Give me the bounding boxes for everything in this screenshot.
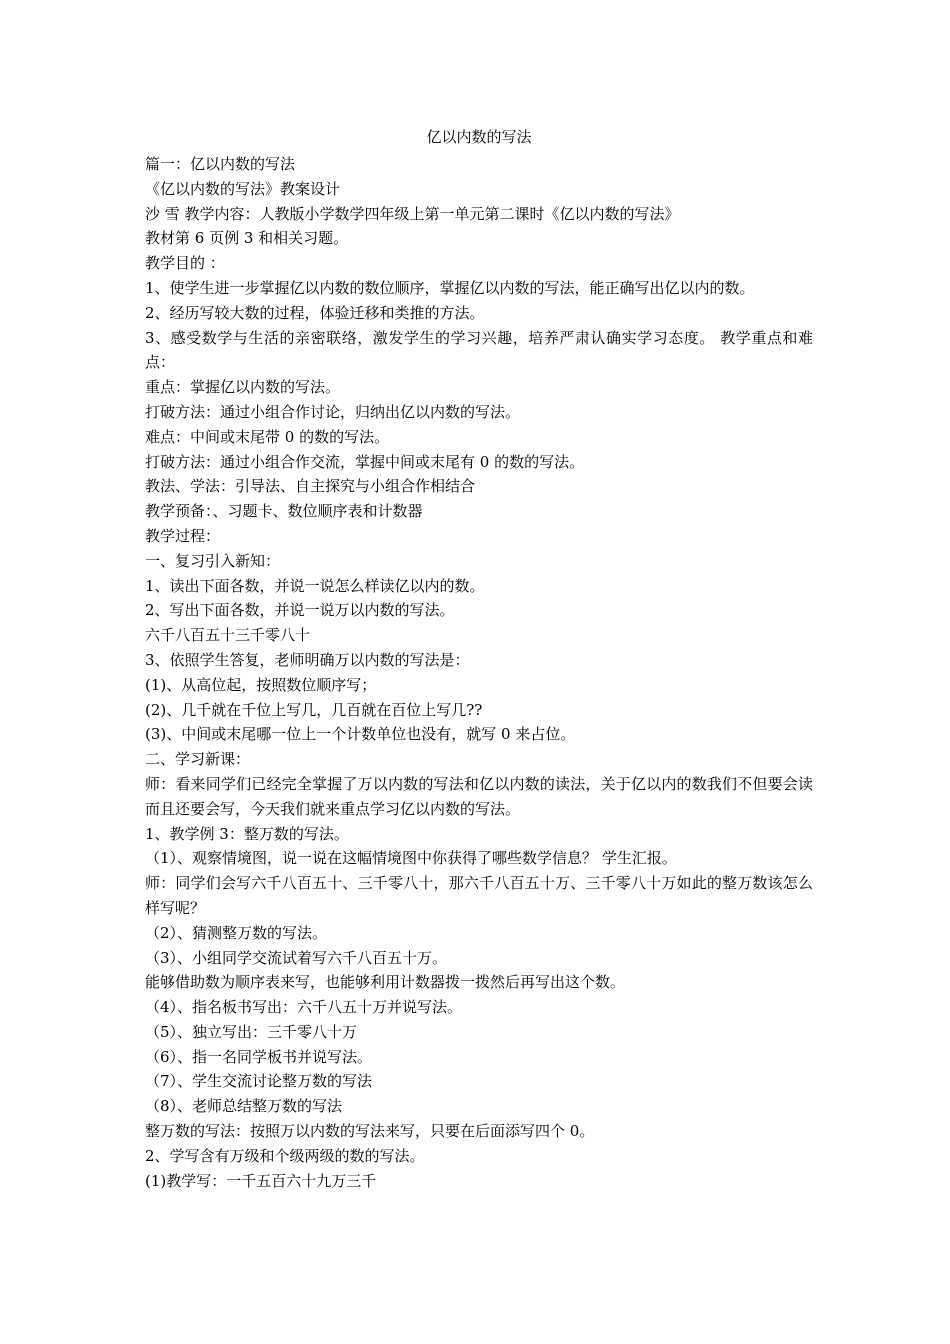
paragraph: （1）、观察情境图，说一说在这幅情境图中你获得了哪些数学信息？ 学生汇报。	[145, 849, 677, 868]
paragraph: 1、使学生进一步掌握亿以内数的数位顺序，掌握亿以内数的写法，能正确写出亿以内的数。	[145, 278, 755, 297]
paragraph: 教法、学法：引导法、自主探究与小组合作相结合	[145, 477, 476, 496]
document-page	[145, 122, 813, 1193]
paragraph: （8）、老师总结整万数的写法	[145, 1097, 343, 1116]
paragraph: 一、复习引入新知：	[145, 551, 281, 570]
paragraph: 2、学写含有万级和个级两级的数的写法。	[145, 1146, 425, 1165]
paragraph: (2)、几千就在千位上写几，几百就在百位上写几??	[145, 700, 483, 719]
paragraph: （2）、猜测整万数的写法。	[145, 923, 328, 942]
paragraph: 《亿以内数的写法》教案设计	[145, 179, 341, 198]
paragraph: (3)、中间或末尾哪一位上一个计数单位也没有，就写 0 来占位。	[145, 725, 576, 744]
paragraph: （4）、指名板书写出：六千八五十万并说写法。	[145, 998, 463, 1017]
paragraph: （3）、小组同学交流试着写六千八百五十万。	[145, 948, 448, 967]
paragraph: 能够借助数为顺序表来写，也能够利用计数器拨一拨然后再写出这个数。	[145, 973, 626, 992]
paragraph: 六千八百五十三千零八十	[145, 626, 311, 645]
paragraph: (1)、从高位起，按照数位顺序写；	[145, 675, 377, 694]
paragraph: 篇一：亿以内数的写法	[145, 155, 296, 173]
paragraph: 3、依照学生答复，老师明确万以内数的写法是：	[145, 650, 470, 669]
paragraph: （5）、独立写出：三千零八十万	[145, 1022, 358, 1041]
paragraph: 师：看来同学们已经完全掌握了万以内数的写法和亿以内数的读法，关于亿以内的数我们不但要会读而且还要会写，今天我们就来重点学习亿以内数的写法。	[145, 774, 813, 818]
paragraph: 打破方法：通过小组合作交流，掌握中间或末尾有 0 的数的写法。	[145, 452, 585, 471]
paragraph: （6）、指一名同学板书并说写法。	[145, 1047, 373, 1066]
paragraph: 重点：掌握亿以内数的写法。	[145, 378, 341, 397]
paragraph: 教学目的 ：	[145, 254, 225, 273]
document-body	[145, 152, 813, 1193]
document-title: 亿以内数的写法	[426, 128, 532, 146]
paragraph: 沙 雪 教学内容：人教版小学数学四年级上第一单元第二课时《亿以内数的写法》	[145, 204, 680, 223]
paragraph: 教学预备：、习题卡、数位顺序表和计数器	[145, 502, 423, 521]
paragraph: 师：同学们会写六千八百五十、三千零八十，那六千八百五十万、三千零八十万如此的整万数该怎么样写呢？	[145, 874, 813, 917]
paragraph: 1、读出下面各数，并说一说怎么样读亿以内的数。	[145, 576, 485, 595]
paragraph: 1、教学例 3：整万数的写法。	[145, 824, 349, 843]
paragraph: 教材第 6 页例 3 和相关习题。	[145, 229, 349, 248]
paragraph: 2、经历写较大数的过程，体验迁移和类推的方法。	[145, 303, 485, 322]
paragraph: 二、学习新课：	[145, 750, 251, 769]
paragraph: 打破方法：通过小组合作讨论，归纳出亿以内数的写法。	[145, 402, 521, 421]
paragraph: 3、感受数学与生活的亲密联络，激发学生的学习兴趣，培养严肃认确实学习态度。 教学重点和难点：	[145, 328, 813, 372]
paragraph: 教学过程：	[145, 526, 221, 545]
paragraph: 难点：中间或末尾带 0 的数的写法。	[145, 427, 390, 446]
paragraph: 整万数的写法：按照万以内数的写法来写，只要在后面添写四个 0。	[145, 1122, 595, 1141]
paragraph: （7）、学生交流讨论整万数的写法	[145, 1072, 373, 1091]
paragraph: (1)教学写：一千五百六十九万三千	[145, 1171, 377, 1190]
paragraph: 2、写出下面各数，并说一说万以内数的写法。	[145, 601, 455, 620]
